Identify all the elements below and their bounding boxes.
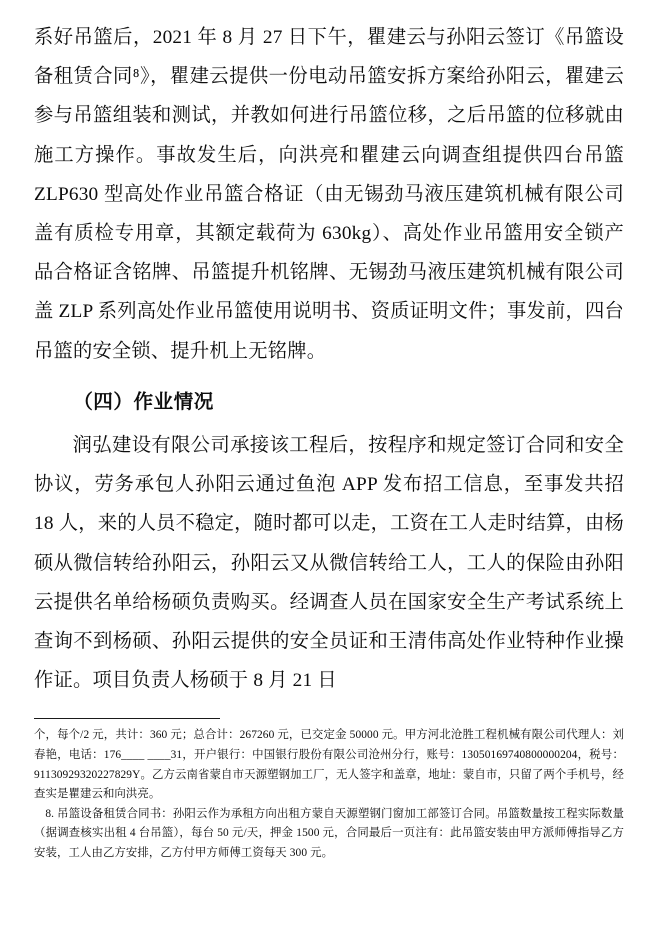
footnote-separator: [34, 718, 220, 719]
footnote-continuation: 个，每个/2 元，共计：360 元；总合计：267260 元，已交定金 50000 元。甲方河北沧胜工程机械有限公司代理人：刘春艳，电话：176____ ____31，开户银行：中国银行股份有限公司沧州分行，账号：13050169740800000204，税号：91130929320227829Y。乙方云南省蒙自市天源塑钢加工厂，无人签字和盖章，地址：蒙自市，只留了两个手机号，经查实是瞿建云和向洪亮。: [34, 729, 624, 801]
paragraph-continuation: 系好吊篮后，2021 年 8 月 27 日下午，瞿建云与孙阳云签订《吊篮设备租赁合同⁸》，瞿建云提供一份电动吊篮安拆方案给孙阳云，瞿建云参与吊篮组装和测试，并教如何进行吊篮位移，之后吊篮的位移就由施工方操作。事故发生后，向洪亮和瞿建云向调查组提供四台吊篮 ZLP630 型高处作业吊篮合格证（由无锡劲马液压建筑机械有限公司盖有质检专用章，其额定载荷为 630kg）、高处作业吊篮用安全锁产品合格证含铭牌、吊篮提升机铭牌、无锡劲马液压建筑机械有限公司盖 ZLP 系列高处作业吊篮使用说明书、资质证明文件；事发前，四台吊篮的安全锁、提升机上无铭牌。: [34, 27, 624, 362]
paragraph-work-situation: 润弘建设有限公司承接该工程后，按程序和规定签订合同和安全协议，劳务承包人孙阳云通过鱼泡 APP 发布招工信息，至事发共招 18 人，来的人员不稳定，随时都可以走，工资在工人走时结算，由杨硕从微信转给孙阳云，孙阳云又从微信转给工人，工人的保险由孙阳云提供名单给杨硕负责购买。经调查人员在国家安全生产考试系统上查询不到杨硕、孙阳云提供的安全员证和王清伟高处作业特种作业操作证。项目负责人杨硕于 8 月 21 日: [34, 435, 624, 692]
footnote-8: 8. 吊篮设备租赁合同书：孙阳云作为承租方向出租方蒙自天源塑钢门窗加工部签订合同。吊篮数量按工程实际数量（据调查核实出租 4 台吊篮），每台 50 元/天，押金 1500 元，合同最后一页注有：此吊篮安装由甲方派师傅指导乙方安装，工人由乙方安排，乙方付甲方师傅工资每天 300 元。: [34, 807, 624, 860]
body-text-block: [34, 18, 624, 371]
footnote-block: [34, 726, 624, 863]
paragraph-spacer: [34, 371, 624, 373]
section-body-block: [34, 426, 624, 700]
section-heading: （四）作业情况: [73, 391, 214, 413]
